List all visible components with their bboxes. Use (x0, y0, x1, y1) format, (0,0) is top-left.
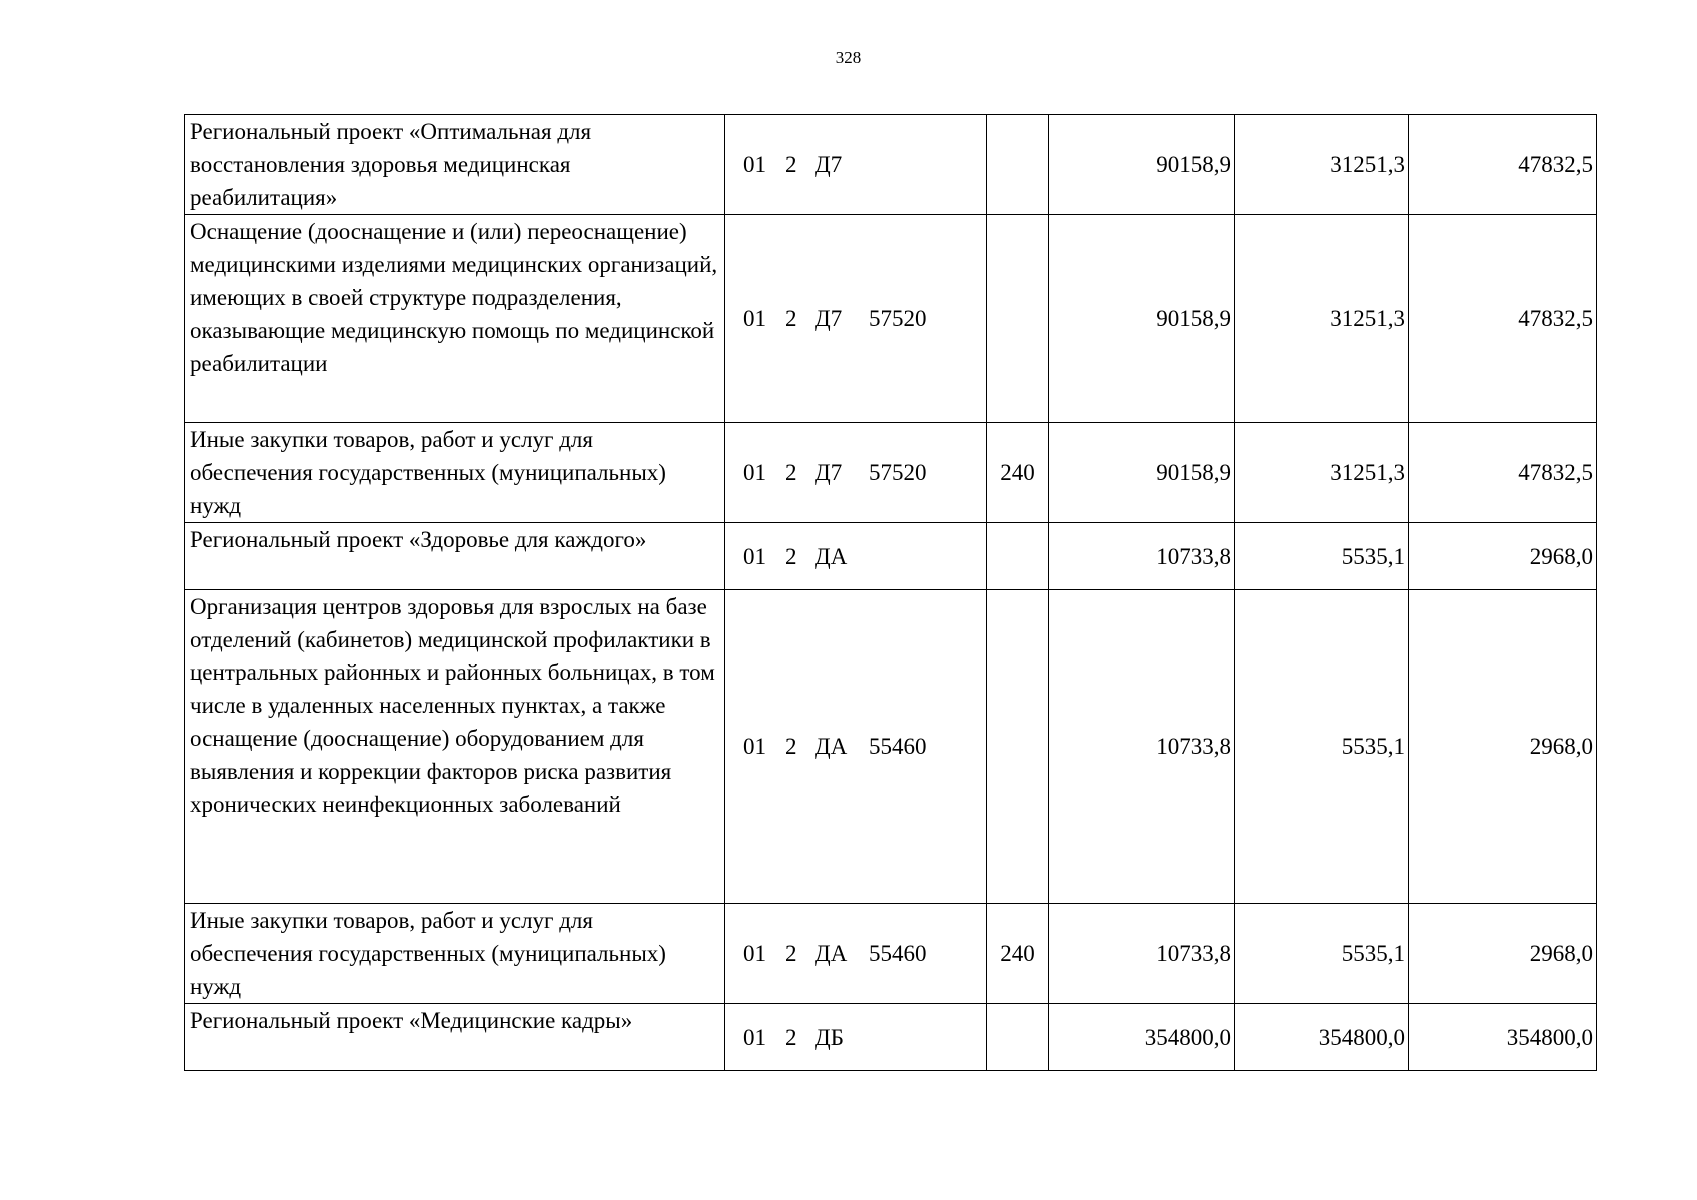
code-program: 01 (743, 306, 766, 331)
code-program: 01 (743, 543, 766, 569)
row-name: Оснащение (дооснащение и (или) переоснащение) медицинскими изделиями медицинских организаций, имеющих в своей структуре подразделения, оказывающие медицинскую помощь по медицинской реабилитации (185, 215, 725, 423)
table-row (185, 115, 1597, 215)
row-code (725, 590, 987, 904)
code-subprogram: 2 (785, 543, 797, 569)
row-value-2: 5535,1 (1235, 523, 1409, 590)
table-row (185, 423, 1597, 523)
row-value-3: 47832,5 (1409, 423, 1597, 523)
row-name: Иные закупки товаров, работ и услуг для обеспечения государственных (муниципальных) нужд (185, 904, 725, 1004)
row-expense-type (987, 1004, 1049, 1071)
code-project: Д7 (815, 152, 843, 177)
table-row (185, 590, 1597, 904)
budget-table (184, 114, 1597, 1071)
table-row (185, 215, 1597, 423)
row-value-3: 47832,5 (1409, 215, 1597, 423)
table-row (185, 523, 1597, 590)
code-subprogram: 2 (785, 1024, 797, 1050)
row-expense-type (987, 590, 1049, 904)
code-subprogram: 2 (785, 460, 797, 485)
row-value-1: 10733,8 (1049, 523, 1235, 590)
row-value-2: 5535,1 (1235, 590, 1409, 904)
code-project: Д7 (815, 460, 843, 485)
row-name: Организация центров здоровья для взрослых на базе отделений (кабинетов) медицинской профилактики в центральных районных и районных больницах, в том числе в удаленных населенных пунктах, а также оснащение (дооснащение) оборудованием для выявления и коррекции факторов риска развития хронических неинфекционных заболеваний (185, 590, 725, 904)
row-expense-type (987, 523, 1049, 590)
page-number: 328 (835, 48, 862, 67)
row-expense-type: 240 (987, 423, 1049, 523)
row-code (725, 1004, 987, 1071)
row-value-3: 2968,0 (1409, 904, 1597, 1004)
row-value-3: 354800,0 (1409, 1004, 1597, 1071)
code-subprogram: 2 (785, 152, 797, 177)
code-program: 01 (743, 152, 766, 177)
row-value-1: 90158,9 (1049, 115, 1235, 215)
code-subprogram: 2 (785, 306, 797, 331)
row-value-2: 354800,0 (1235, 1004, 1409, 1071)
row-expense-type (987, 115, 1049, 215)
code-subprogram: 2 (785, 734, 797, 759)
row-value-1: 354800,0 (1049, 1004, 1235, 1071)
row-name: Иные закупки товаров, работ и услуг для обеспечения государственных (муниципальных) нужд (185, 423, 725, 523)
code-direction: 55460 (869, 941, 927, 966)
code-direction: 57520 (869, 460, 927, 485)
code-program: 01 (743, 1024, 766, 1050)
row-value-1: 10733,8 (1049, 904, 1235, 1004)
row-value-1: 10733,8 (1049, 590, 1235, 904)
row-value-3: 2968,0 (1409, 523, 1597, 590)
row-code (725, 423, 987, 523)
row-code (725, 215, 987, 423)
row-name: Региональный проект «Здоровье для каждого» (185, 523, 725, 590)
code-project: ДА (815, 734, 848, 759)
row-value-2: 31251,3 (1235, 115, 1409, 215)
row-value-1: 90158,9 (1049, 423, 1235, 523)
code-direction: 57520 (869, 306, 927, 331)
row-value-3: 47832,5 (1409, 115, 1597, 215)
row-value-2: 5535,1 (1235, 904, 1409, 1004)
table-row (185, 904, 1597, 1004)
row-value-2: 31251,3 (1235, 423, 1409, 523)
row-name: Региональный проект «Оптимальная для восстановления здоровья медицинская реабилитация» (185, 115, 725, 215)
row-name: Региональный проект «Медицинские кадры» (185, 1004, 725, 1071)
row-value-1: 90158,9 (1049, 215, 1235, 423)
table-row (185, 1004, 1597, 1071)
row-code (725, 115, 987, 215)
row-code (725, 904, 987, 1004)
code-direction: 55460 (869, 734, 927, 759)
row-code (725, 523, 987, 590)
code-project: Д7 (815, 306, 843, 331)
code-program: 01 (743, 941, 766, 966)
row-value-3: 2968,0 (1409, 590, 1597, 904)
code-program: 01 (743, 734, 766, 759)
row-value-2: 31251,3 (1235, 215, 1409, 423)
row-expense-type (987, 215, 1049, 423)
code-project: ДА (815, 543, 848, 569)
code-project: ДБ (815, 1024, 844, 1050)
code-program: 01 (743, 460, 766, 485)
code-subprogram: 2 (785, 941, 797, 966)
code-project: ДА (815, 941, 848, 966)
row-expense-type: 240 (987, 904, 1049, 1004)
